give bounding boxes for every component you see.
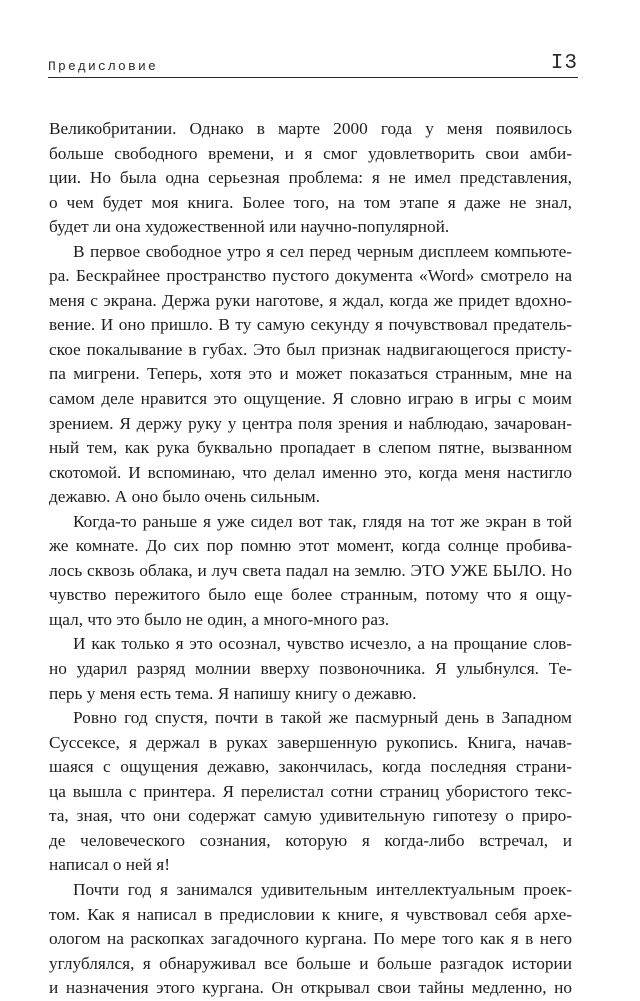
- running-header: [48, 52, 578, 78]
- text-line: и назначения этого кургана. Он открывал свои тайны медленно, но: [49, 978, 572, 998]
- text-line: написал о ней я!: [49, 855, 170, 875]
- text-line: скотомой. И вспоминаю, что делал именно это, когда меня настигло: [49, 462, 572, 482]
- text-line: ологом на раскопках загадочного кургана. По мере того как я в него: [49, 929, 572, 949]
- text-line: В первое свободное утро я сел перед черным дисплеем компьюте-: [73, 241, 572, 261]
- text-line: но ударил разряд молнии вверху позвоночника. Я улыбнулся. Те-: [49, 659, 572, 679]
- text-line: ское покалывание в губах. Это был признак надвигающегося присту-: [49, 339, 572, 359]
- page-number: I3: [550, 52, 578, 75]
- header-rule: [48, 77, 578, 78]
- text-line: том. Как я написал в предисловии к книге, я чувствовал себя архе-: [49, 904, 572, 924]
- text-line: Когда-то раньше я уже сидел вот так, глядя на тот же экран в той: [73, 511, 572, 531]
- text-line: ца вышла с принтера. Я перелистал сотни страниц убористого текс-: [49, 781, 572, 801]
- text-line: ра. Бескрайнее пространство пустого документа «Word» смотрело на: [49, 266, 572, 286]
- text-line: де человеческого сознания, которую я когда-либо встречал, и: [49, 830, 572, 850]
- text-line: щал, что это было не один, а много-много раз.: [49, 609, 390, 629]
- text-line: меня с экрана. Держа руки наготове, я ждал, когда же придет вдохно-: [49, 290, 572, 310]
- text-line: будет ли она художественной или научно-популярной.: [49, 217, 450, 237]
- text-line: больше свободного времени, и я смог удовлетворить свои амби-: [49, 143, 572, 163]
- text-line: самом деле нравится это ощущение. Я словно играю в игры с моим: [49, 389, 572, 409]
- text-line: углублялся, я обнаруживал все больше и больше разгадок истории: [49, 953, 572, 973]
- text-line: зрением. Я держу руку у центра поля зрения и наблюдаю, зачарован-: [49, 413, 572, 433]
- text-line: дежавю. А оно было очень сильным.: [49, 487, 320, 507]
- text-line: же комнате. До сих пор помню этот момент, когда солнце пробива-: [49, 536, 572, 556]
- text-line: о чем будет моя книга. Более того, на том этапе я даже не знал,: [49, 192, 572, 212]
- text-line: Почти год я занимался удивительным интеллектуальным проек-: [73, 879, 572, 899]
- text-line: перь у меня есть тема. Я напишу книгу о дежавю.: [49, 683, 417, 703]
- text-line: па мигрени. Теперь, хотя это и может показаться странным, мне на: [49, 364, 572, 384]
- text-line: чувство пережитого было еще более странным, потому что я ощу-: [49, 585, 572, 605]
- text-line: вение. И оно пришло. В ту самую секунду я почувствовал предатель-: [49, 315, 572, 335]
- body-text: [49, 117, 572, 1001]
- text-line: Суссексе, я держал в руках завершенную рукопись. Книга, начав-: [49, 732, 572, 752]
- text-line: И как только я это осознал, чувство исчезло, а на прощание слов-: [73, 634, 572, 654]
- text-line: Ровно год спустя, почти в такой же пасмурный день в Западном: [73, 708, 572, 728]
- text-line: шаяся с ощущения дежавю, закончилась, когда последняя страни-: [49, 757, 572, 777]
- text-line: Великобритании. Однако в марте 2000 года у меня появилось: [49, 119, 572, 138]
- text-line: ции. Но была одна серьезная проблема: я не имел представления,: [49, 168, 572, 188]
- text-line: ный тем, как рука буквально пропадает в слепом пятне, вызванном: [49, 438, 572, 458]
- section-title: Предисловие: [48, 59, 159, 74]
- text-line: та, зная, что они содержат самую удивительную гипотезу о приро-: [49, 806, 572, 826]
- text-line: лось сквозь облака, и луч света падал на землю. ЭТО УЖЕ БЫЛО. Но: [49, 560, 572, 580]
